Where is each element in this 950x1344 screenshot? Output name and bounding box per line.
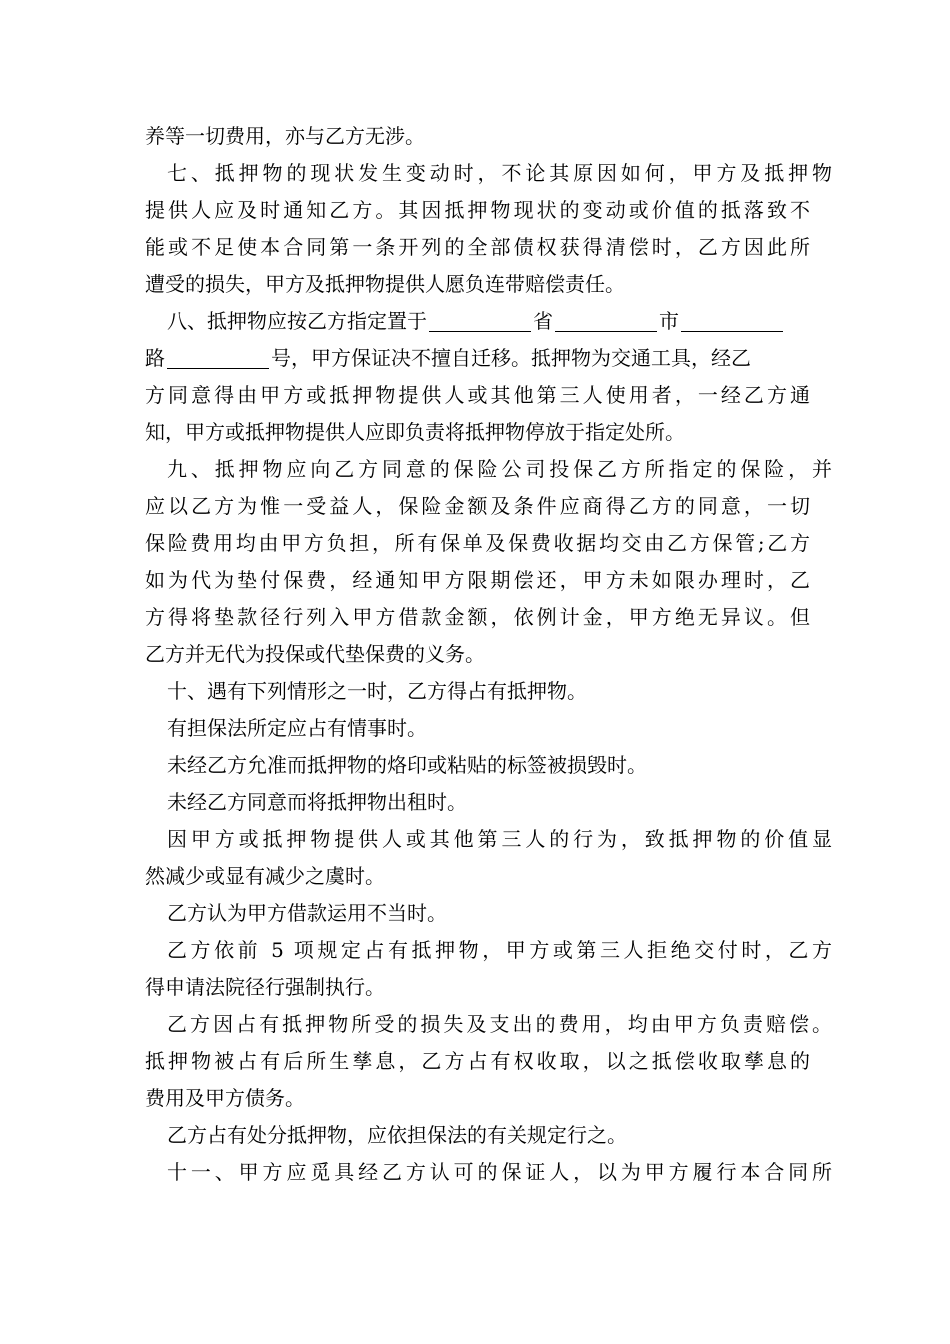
text-line: 乙方因占有抵押物所受的损失及支出的费用，均由甲方负责赔偿。 [167, 1012, 832, 1036]
text-segment: 八、抵押物应按乙方指定置于 [167, 309, 427, 333]
fill-in-blank-district[interactable] [681, 309, 783, 332]
text-line-with-blanks [145, 303, 785, 339]
text-line: 未经乙方同意而将抵押物出租时。 [167, 790, 467, 814]
text-line: 乙方认为甲方借款运用不当时。 [167, 901, 447, 925]
fill-in-blank-city[interactable] [555, 309, 657, 332]
fill-in-blank-road[interactable] [167, 346, 269, 369]
text-line: 如为代为垫付保费，经通知甲方限期偿还，甲方未如限办理时，乙 [145, 568, 810, 592]
text-line: 十、遇有下列情形之一时，乙方得占有抵押物。 [167, 679, 587, 703]
text-line: 养等一切费用，亦与乙方无涉。 [145, 124, 425, 148]
text-line: 有担保法所定应占有情事时。 [167, 716, 427, 740]
text-segment: 省 [533, 309, 553, 333]
text-line: 七、抵押物的现状发生变动时，不论其原因如何，甲方及抵押物 [167, 161, 832, 185]
text-line: 遭受的损失，甲方及抵押物提供人愿负连带赔偿责任。 [145, 272, 625, 296]
text-segment: 号，甲方保证决不擅自迁移。抵押物为交通工具，经乙 [271, 346, 751, 370]
text-line: 乙方并无代为投保或代垫保费的义务。 [145, 642, 485, 666]
text-line: 能或不足使本合同第一条开列的全部债权获得清偿时，乙方因此所 [145, 235, 810, 259]
text-line: 得申请法院径行强制执行。 [145, 975, 385, 999]
text-line: 乙方占有处分抵押物，应依担保法的有关规定行之。 [167, 1123, 627, 1147]
fill-in-blank-province[interactable] [429, 309, 531, 332]
text-line: 应以乙方为惟一受益人，保险金额及条件应商得乙方的同意，一切 [145, 494, 810, 518]
text-line: 保险费用均由甲方负担，所有保单及保费收据均交由乙方保管;乙方 [145, 531, 810, 555]
text-line: 方同意得由甲方或抵押物提供人或其他第三人使用者，一经乙方通 [145, 383, 810, 407]
text-line: 乙方依前 5 项规定占有抵押物，甲方或第三人拒绝交付时，乙方 [167, 938, 832, 962]
text-line: 方得将垫款径行列入甲方借款金额，依例计金，甲方绝无异议。但 [145, 605, 810, 629]
text-line: 九、抵押物应向乙方同意的保险公司投保乙方所指定的保险，并 [167, 457, 832, 481]
text-line: 抵押物被占有后所生孳息，乙方占有权收取，以之抵偿收取孳息的 [145, 1049, 810, 1073]
text-line: 十一、甲方应觅具经乙方认可的保证人，以为甲方履行本合同所 [167, 1160, 832, 1184]
text-line: 提供人应及时通知乙方。其因抵押物现状的变动或价值的抵落致不 [145, 198, 810, 222]
text-line: 因甲方或抵押物提供人或其他第三人的行为，致抵押物的价值显 [167, 827, 832, 851]
text-line: 费用及甲方债务。 [145, 1086, 305, 1110]
text-segment: 市 [659, 309, 679, 333]
text-line: 未经乙方允准而抵押物的烙印或粘贴的标签被损毁时。 [167, 753, 647, 777]
text-segment: 路 [145, 346, 165, 370]
text-line: 知，甲方或抵押物提供人应即负责将抵押物停放于指定处所。 [145, 420, 685, 444]
text-line: 然减少或显有减少之虞时。 [145, 864, 385, 888]
text-line-with-blanks [145, 340, 751, 376]
